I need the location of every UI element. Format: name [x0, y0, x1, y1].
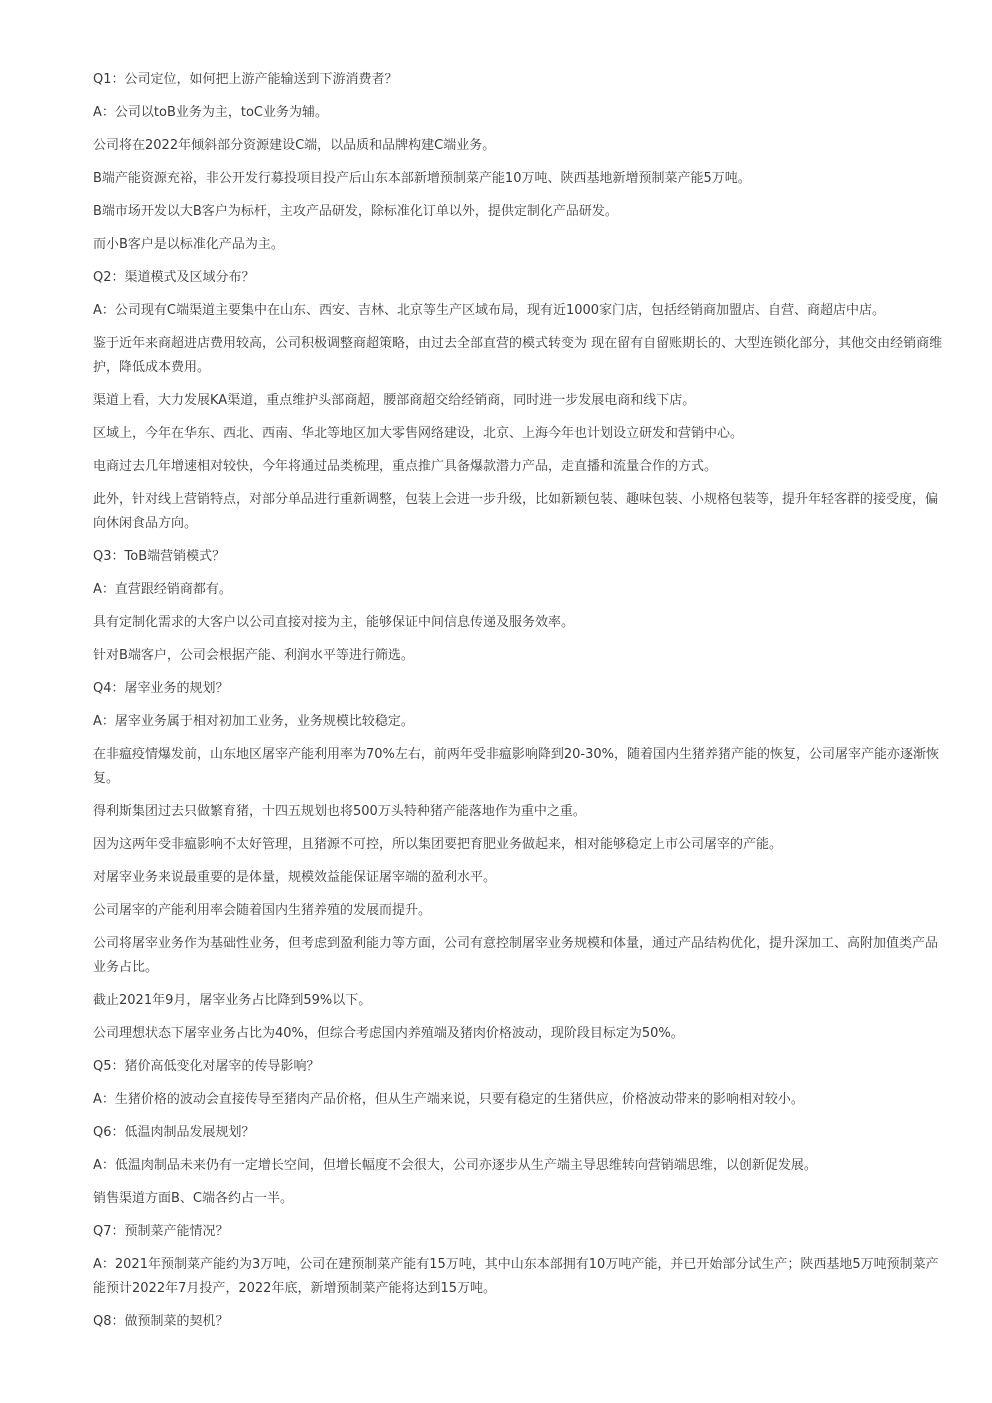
paragraph: 因为这两年受非瘟影响不太好管理，且猪源不可控，所以集团要把育肥业务做起来，相对能够稳定上市公司屠宰的产能。	[93, 837, 783, 852]
paragraph: 在非瘟疫情爆发前，山东地区屠宰产能利用率为70%左右，前两年受非瘟影响降到20-30%，随着国内生猪养猪产能的恢复，公司屠宰产能亦逐渐恢复。	[93, 747, 940, 786]
paragraph: 鉴于近年来商超进店费用较高，公司积极调整商超策略，由过去全部直营的模式转变为 现在留有自留账期长的、大型连锁化部分，其他交由经销商维护，降低成本费用。	[93, 336, 943, 375]
q7-question: Q7：预制菜产能情况？	[93, 1224, 229, 1239]
q2-answer: A：公司现有C端渠道主要集中在山东、西安、吉林、北京等生产区域布局，现有近1000家门店，包括经销商加盟店、自营、商超店中店。	[93, 303, 886, 318]
q1-answer: A：公司以toB业务为主，toC业务为辅。	[93, 105, 328, 120]
q8-question: Q8：做预制菜的契机？	[93, 1314, 229, 1329]
paragraph: B端产能资源充裕，非公开发行募投项目投产后山东本部新增预制菜产能10万吨、陕西基地新增预制菜产能5万吨。	[93, 171, 751, 186]
paragraph: 区域上，今年在华东、西北、西南、华北等地区加大零售网络建设，北京、上海今年也计划设立研发和营销中心。	[93, 426, 744, 441]
paragraph: 得利斯集团过去只做繁育猪，十四五规划也将500万头特种猪产能落地作为重中之重。	[93, 804, 586, 819]
q4-question: Q4：屠宰业务的规划？	[93, 681, 229, 696]
paragraph: 具有定制化需求的大客户以公司直接对接为主，能够保证中间信息传递及服务效率。	[93, 615, 575, 630]
paragraph: 而小B客户是以标准化产品为主。	[93, 237, 284, 252]
q6-question: Q6：低温肉制品发展规划？	[93, 1125, 255, 1140]
paragraph: 截止2021年9月，屠宰业务占比降到59%以下。	[93, 993, 372, 1008]
paragraph: 渠道上看，大力发展KA渠道，重点维护头部商超，腰部商超交给经销商，同时进一步发展电商和线下店。	[93, 393, 696, 408]
paragraph: 公司将屠宰业务作为基础性业务，但考虑到盈利能力等方面，公司有意控制屠宰业务规模和体量，通过产品结构优化，提升深加工、高附加值类产品业务占比。	[93, 936, 939, 975]
q7-answer: A：2021年预制菜产能约为3万吨，公司在建预制菜产能有15万吨，其中山东本部拥有10万吨产能，并已开始部分试生产；陕西基地5万吨预制菜产能预计2022年7月投产，2022年底，新增预制菜产能将达到15万吨。	[93, 1257, 939, 1296]
paragraph: 公司屠宰的产能利用率会随着国内生猪养殖的发展而提升。	[93, 903, 432, 918]
paragraph: 对屠宰业务来说最重要的是体量，规模效益能保证屠宰端的盈利水平。	[93, 870, 497, 885]
paragraph: 销售渠道方面B、C端各约占一半。	[93, 1191, 293, 1206]
q2-question: Q2：渠道模式及区域分布？	[93, 270, 255, 285]
paragraph: 公司理想状态下屠宰业务占比为40%，但综合考虑国内养殖端及猪肉价格波动，现阶段目标定为50%。	[93, 1026, 684, 1041]
q1-question: Q1：公司定位，如何把上游产能输送到下游消费者？	[93, 72, 398, 87]
q5-answer: A：生猪价格的波动会直接传导至猪肉产品价格，但从生产端来说，只要有稳定的生猪供应，价格波动带来的影响相对较小。	[93, 1092, 804, 1107]
q3-question: Q3：ToB端营销模式？	[93, 549, 226, 564]
paragraph: 针对B端客户，公司会根据产能、利润水平等进行筛选。	[93, 648, 414, 663]
paragraph: 电商过去几年增速相对较快，今年将通过品类梳理，重点推广具备爆款潜力产品，走直播和流量合作的方式。	[93, 459, 718, 474]
paragraph: 此外，针对线上营销特点，对部分单品进行重新调整，包装上会进一步升级，比如新颖包装、趣味包装、小规格包装等，提升年轻客群的接受度，偏向休闲食品方向。	[93, 492, 939, 531]
paragraph: B端市场开发以大B客户为标杆，主攻产品研发，除标准化订单以外，提供定制化产品研发。	[93, 204, 618, 219]
document-body	[93, 68, 943, 1343]
q4-answer: A：屠宰业务属于相对初加工业务，业务规模比较稳定。	[93, 714, 414, 729]
q5-question: Q5：猪价高低变化对屠宰的传导影响？	[93, 1059, 320, 1074]
q3-answer: A：直营跟经销商都有。	[93, 582, 232, 597]
paragraph: 公司将在2022年倾斜部分资源建设C端，以品质和品牌构建C端业务。	[93, 138, 496, 153]
q6-answer: A：低温肉制品未来仍有一定增长空间，但增长幅度不会很大，公司亦逐步从生产端主导思维转向营销端思维，以创新促发展。	[93, 1158, 817, 1173]
